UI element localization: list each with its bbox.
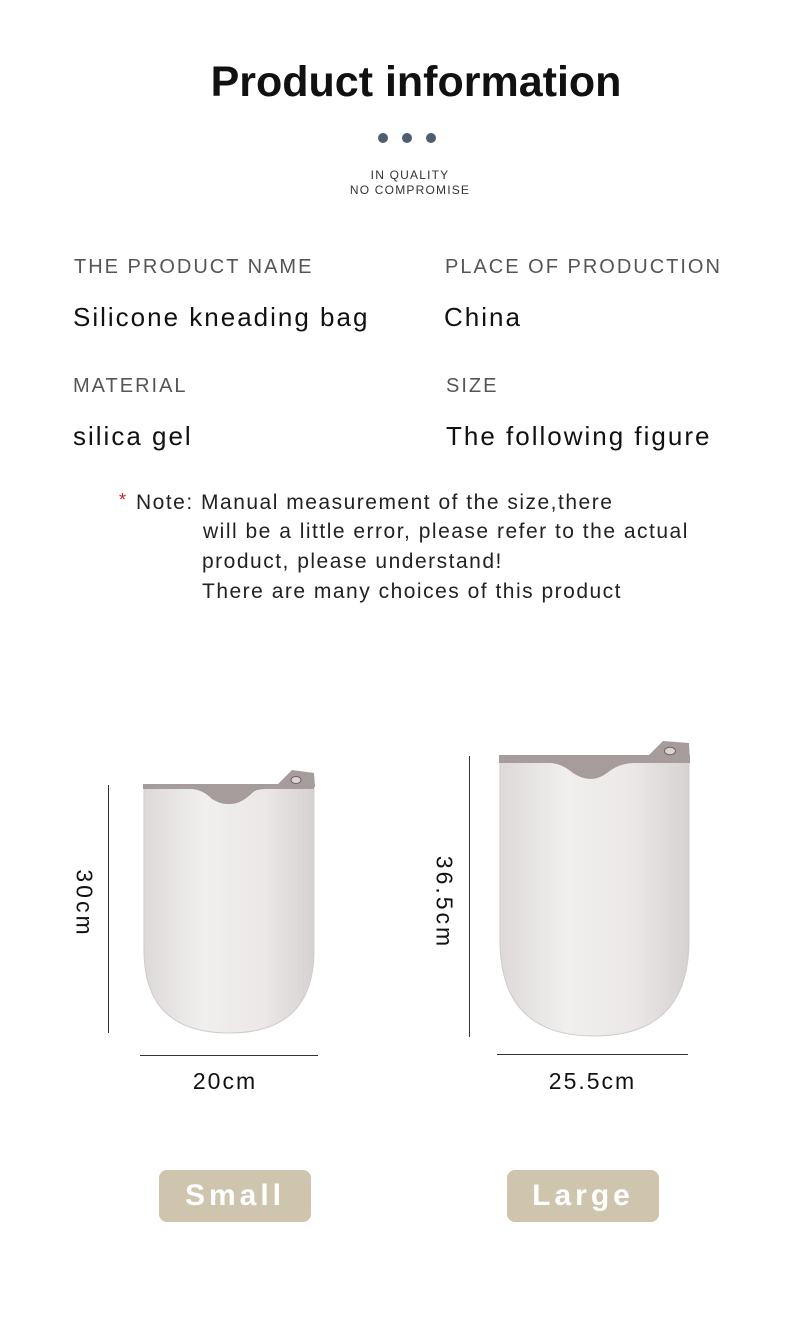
decorative-dots — [378, 133, 448, 145]
product-name-value: Silicone kneading bag — [73, 302, 370, 332]
product-name-label: THE PRODUCT NAME — [74, 256, 314, 278]
note-line-3: product, please understand! — [202, 550, 503, 573]
small-width-line — [140, 1055, 318, 1056]
size-large-badge: Large — [507, 1170, 659, 1222]
large-bag-image — [495, 735, 695, 1040]
large-width-value: 25.5cm — [548, 1068, 637, 1094]
small-width-value: 20cm — [192, 1068, 258, 1094]
dot-icon — [426, 133, 436, 143]
note-line-4: There are many choices of this product — [202, 580, 623, 603]
dot-icon — [378, 133, 388, 143]
page-title: Product information — [210, 58, 622, 106]
size-small-badge: Small — [159, 1170, 311, 1222]
note-line-1: Note: Manual measurement of the size,there — [136, 491, 614, 514]
material-value: silica gel — [73, 421, 193, 451]
place-of-production-label: PLACE OF PRODUCTION — [445, 256, 722, 278]
dot-icon — [402, 133, 412, 143]
small-height-value: 30cm — [71, 869, 98, 938]
size-value: The following figure — [446, 421, 712, 451]
note-asterisk: * — [119, 490, 127, 510]
small-height-line — [108, 785, 109, 1033]
tagline-line-1: IN QUALITY — [370, 168, 450, 182]
note-line-2: will be a little error, please refer to the actual — [203, 520, 689, 543]
large-height-value: 36.5cm — [431, 855, 458, 950]
size-label: SIZE — [446, 375, 499, 397]
large-height-line — [469, 756, 470, 1037]
tagline-line-2: NO COMPROMISE — [349, 183, 471, 197]
material-label: MATERIAL — [73, 375, 188, 397]
place-of-production-value: China — [444, 302, 522, 332]
large-width-line — [497, 1054, 688, 1055]
small-bag-image — [140, 765, 320, 1040]
